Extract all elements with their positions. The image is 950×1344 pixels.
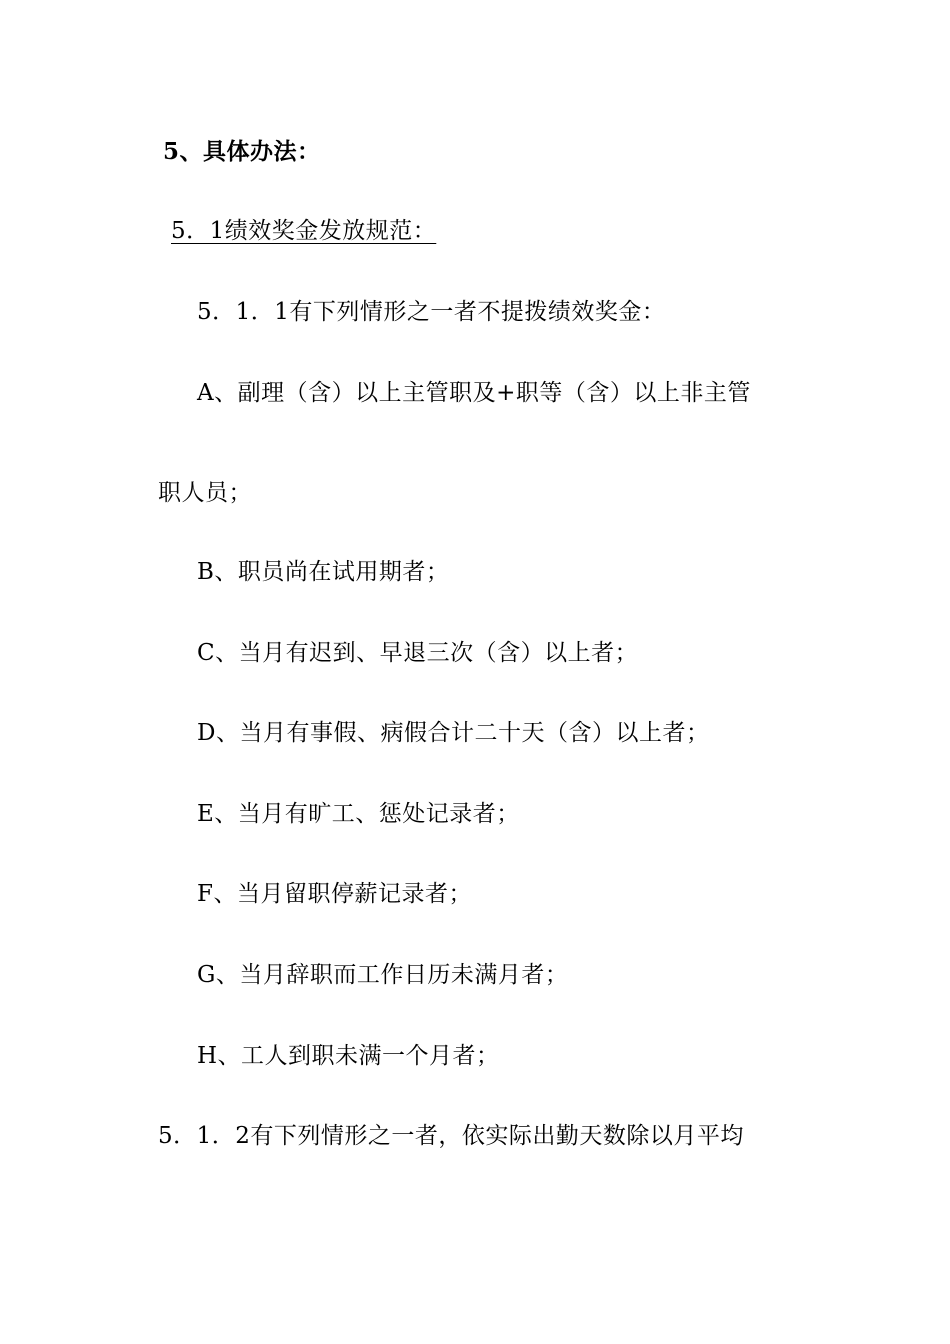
list-item-a-line2: 职人员； [158,480,252,506]
list-item-f: F、当月留职停薪记录者； [197,881,472,907]
list-item-a-line1: A、副理（含）以上主管职及+职等（含）以上非主管 [197,380,751,406]
list-item-b: B、职员尚在试用期者； [197,559,450,585]
list-item-c: C、当月有迟到、早退三次（含）以上者； [197,640,639,666]
list-item-d: D、当月有事假、病假合计二十天（含）以上者； [197,720,710,746]
list-item-h: H、工人到职未满一个月者； [197,1043,500,1069]
clause-5-1-2: 5．1．2有下列情形之一者，依实际出勤天数除以月平均 [158,1123,744,1149]
section-heading: 5、具体办法： [163,138,321,165]
subsection-heading: 5．1绩效奖金发放规范： [171,218,437,244]
list-item-g: G、当月辞职而工作日历未满月者； [197,962,569,988]
clause-5-1-1: 5．1．1有下列情形之一者不提拨绩效奖金： [197,299,666,325]
list-item-e: E、当月有旷工、惩处记录者； [197,801,520,827]
